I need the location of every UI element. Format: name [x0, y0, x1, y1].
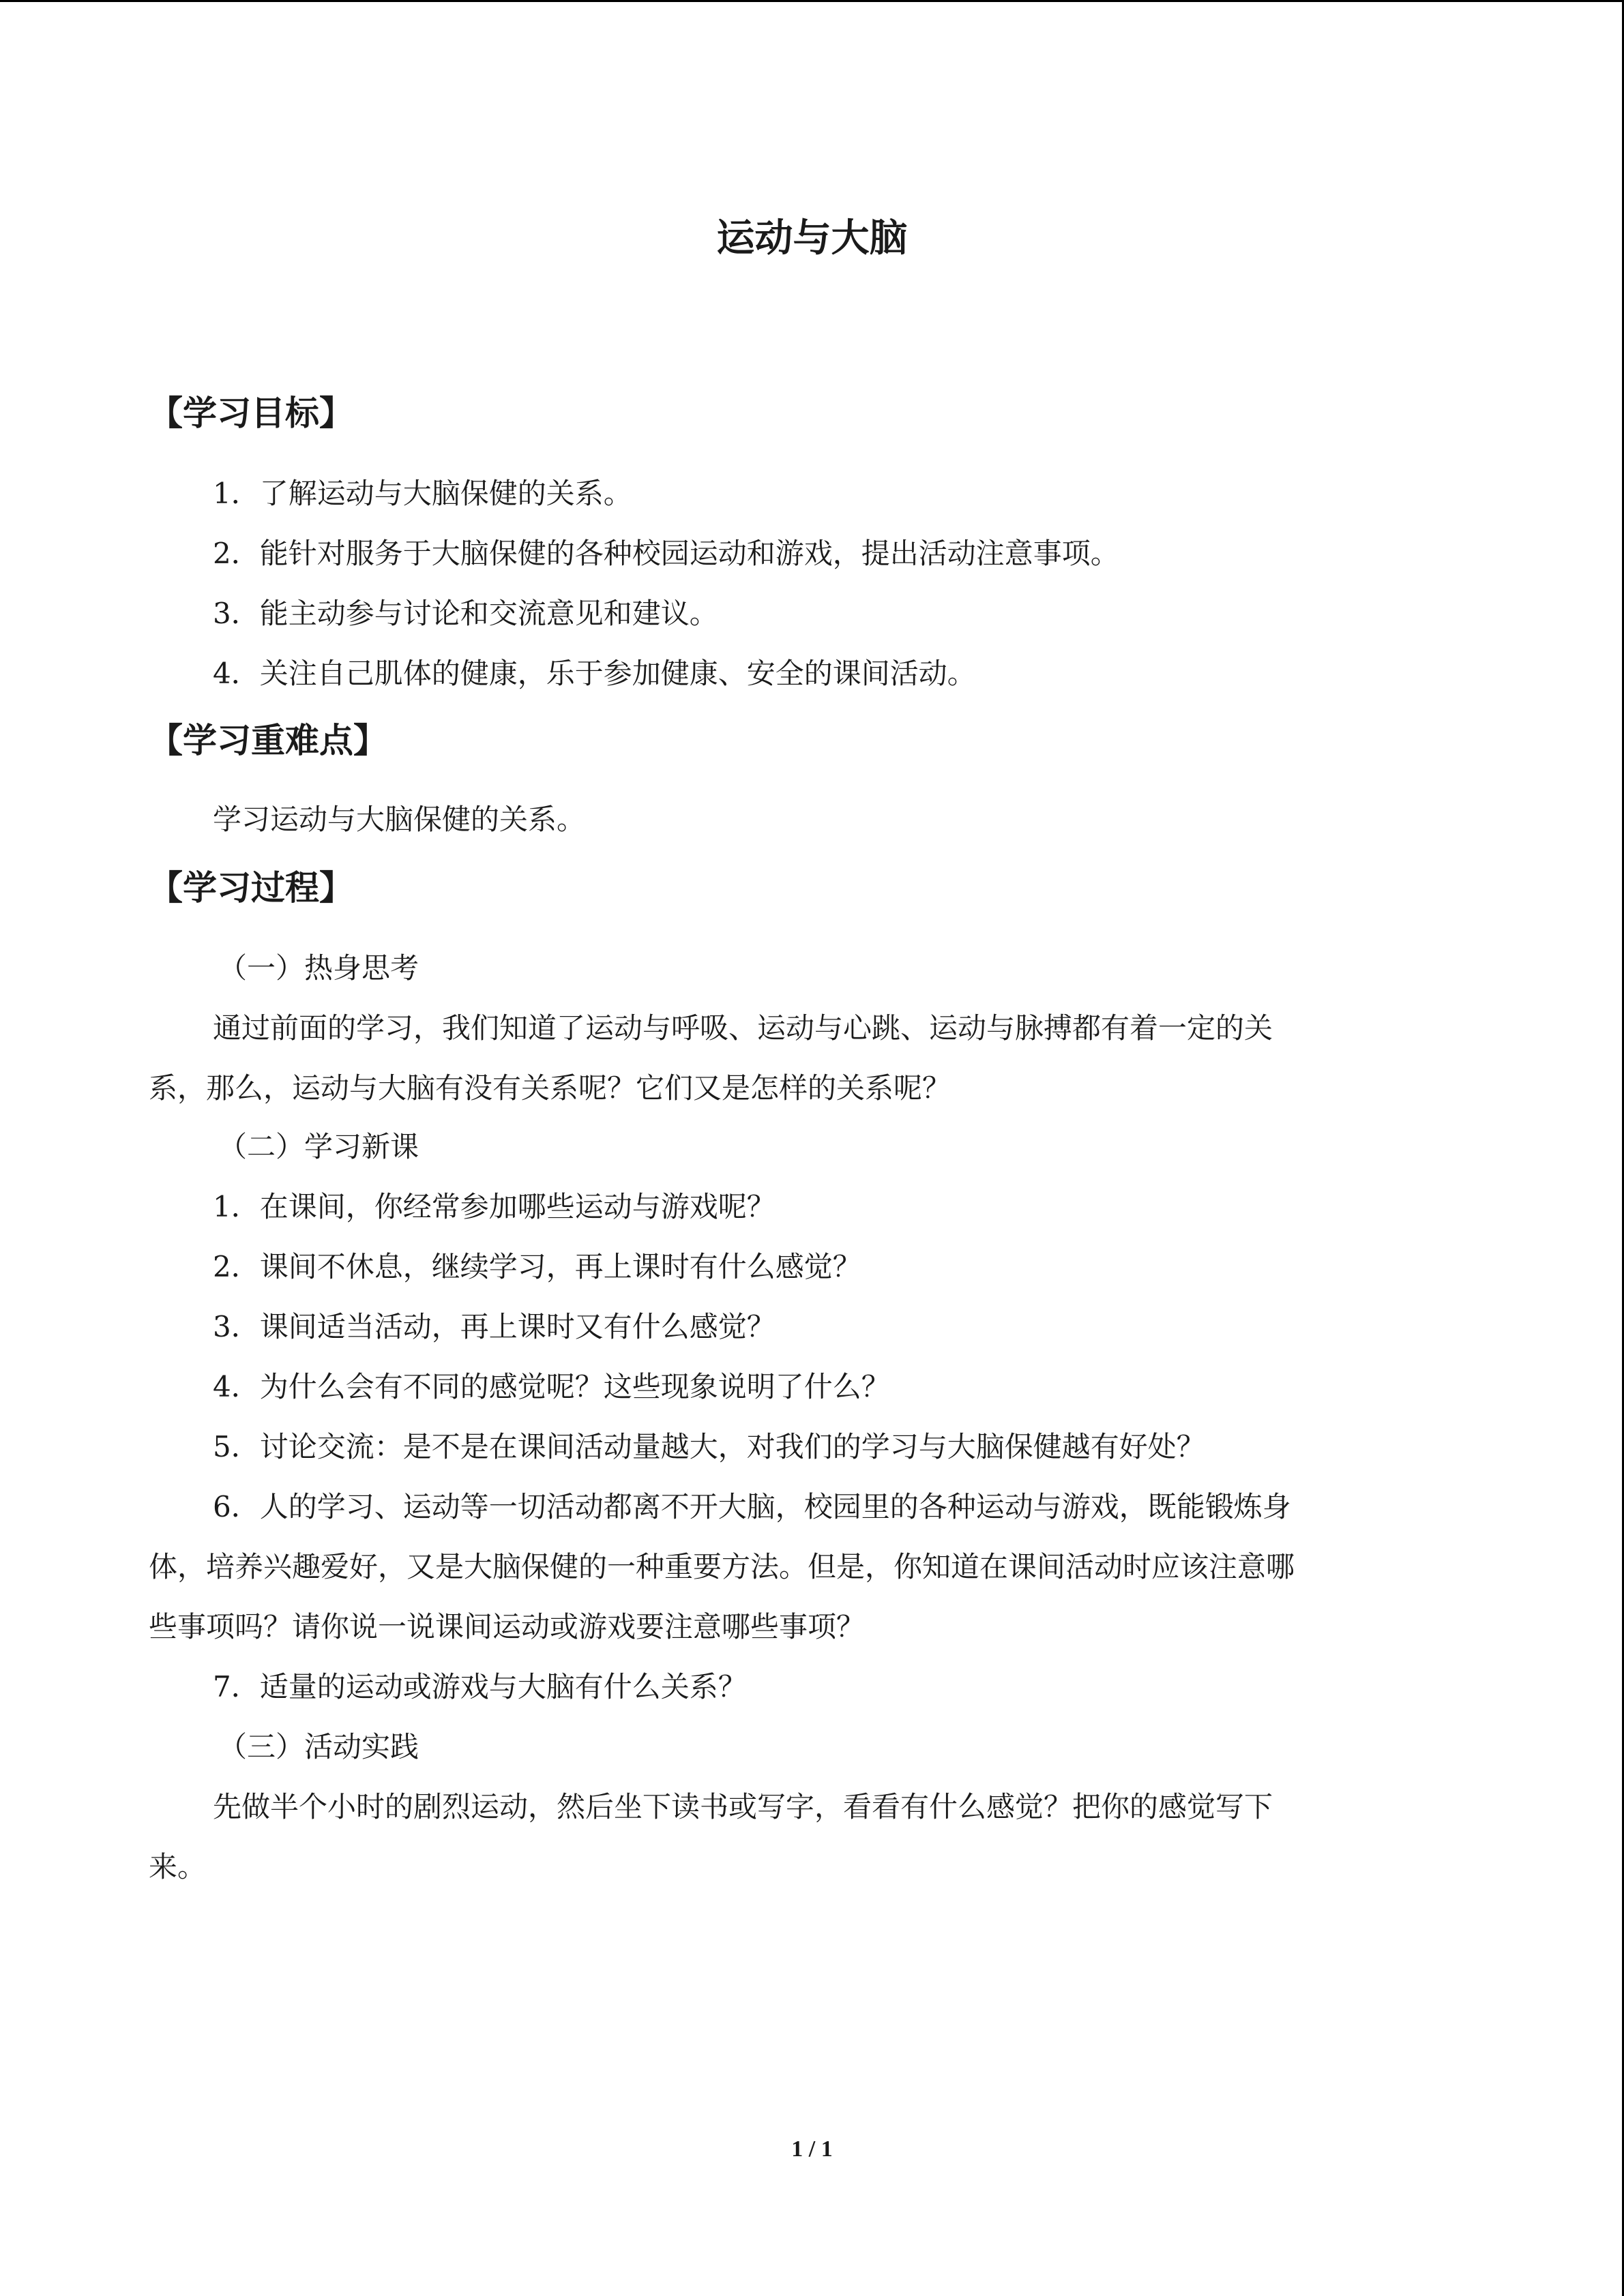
part3-paragraph-line2: 来。 [149, 1850, 207, 1883]
part1-paragraph-line1: 通过前面的学习，我们知道了运动与呼吸、运动与心跳、运动与脉搏都有着一定的关 [213, 1011, 1273, 1045]
part2-title: （二）学习新课 [218, 1130, 419, 1163]
part2-item-5: 5．讨论交流：是不是在课间活动量越大，对我们的学习与大脑保健越有好处？ [213, 1430, 1205, 1463]
part2-item-3: 3．课间适当活动，再上课时又有什么感觉？ [213, 1310, 776, 1343]
key-points-text: 学习运动与大脑保健的关系。 [213, 803, 586, 836]
page-top-border [0, 0, 1624, 2]
part2-item-7: 7．适量的运动或游戏与大脑有什么关系？ [213, 1670, 747, 1703]
document-title: 运动与大脑 [716, 216, 908, 260]
part2-item-6-line2: 体，培养兴趣爱好，又是大脑保健的一种重要方法。但是，你知道在课间活动时应该注意哪 [149, 1550, 1295, 1583]
objective-item-2: 2．能针对服务于大脑保健的各种校园运动和游戏，提出活动注意事项。 [213, 537, 1119, 570]
part2-item-4: 4．为什么会有不同的感觉呢？这些现象说明了什么？ [213, 1370, 890, 1403]
objectives-heading: 【学习目标】 [149, 393, 353, 433]
process-heading: 【学习过程】 [149, 868, 353, 908]
objective-item-1: 1．了解运动与大脑保健的关系。 [213, 477, 632, 510]
part1-title: （一）热身思考 [218, 951, 419, 985]
part3-paragraph-line1: 先做半个小时的剧烈运动，然后坐下读书或写字，看看有什么感觉？把你的感觉写下 [213, 1790, 1273, 1823]
part1-paragraph-line2: 系，那么，运动与大脑有没有关系呢？它们又是怎样的关系呢？ [149, 1071, 951, 1105]
key-points-heading: 【学习重难点】 [149, 721, 387, 760]
part2-item-2: 2．课间不休息，继续学习，再上课时有什么感觉？ [213, 1250, 861, 1283]
objective-item-3: 3．能主动参与讨论和交流意见和建议。 [213, 597, 718, 630]
part2-item-1: 1．在课间，你经常参加哪些运动与游戏呢？ [213, 1190, 776, 1223]
part3-title: （三）活动实践 [218, 1730, 419, 1763]
objective-item-4: 4．关注自己肌体的健康，乐于参加健康、安全的课间活动。 [213, 657, 976, 690]
part2-item-6-line1: 6．人的学习、运动等一切活动都离不开大脑，校园里的各种运动与游戏，既能锻炼身 [213, 1490, 1291, 1523]
part2-item-6-line3: 些事项吗？请你说一说课间运动或游戏要注意哪些事项？ [149, 1610, 866, 1643]
page-number: 1 / 1 [791, 2136, 833, 2162]
